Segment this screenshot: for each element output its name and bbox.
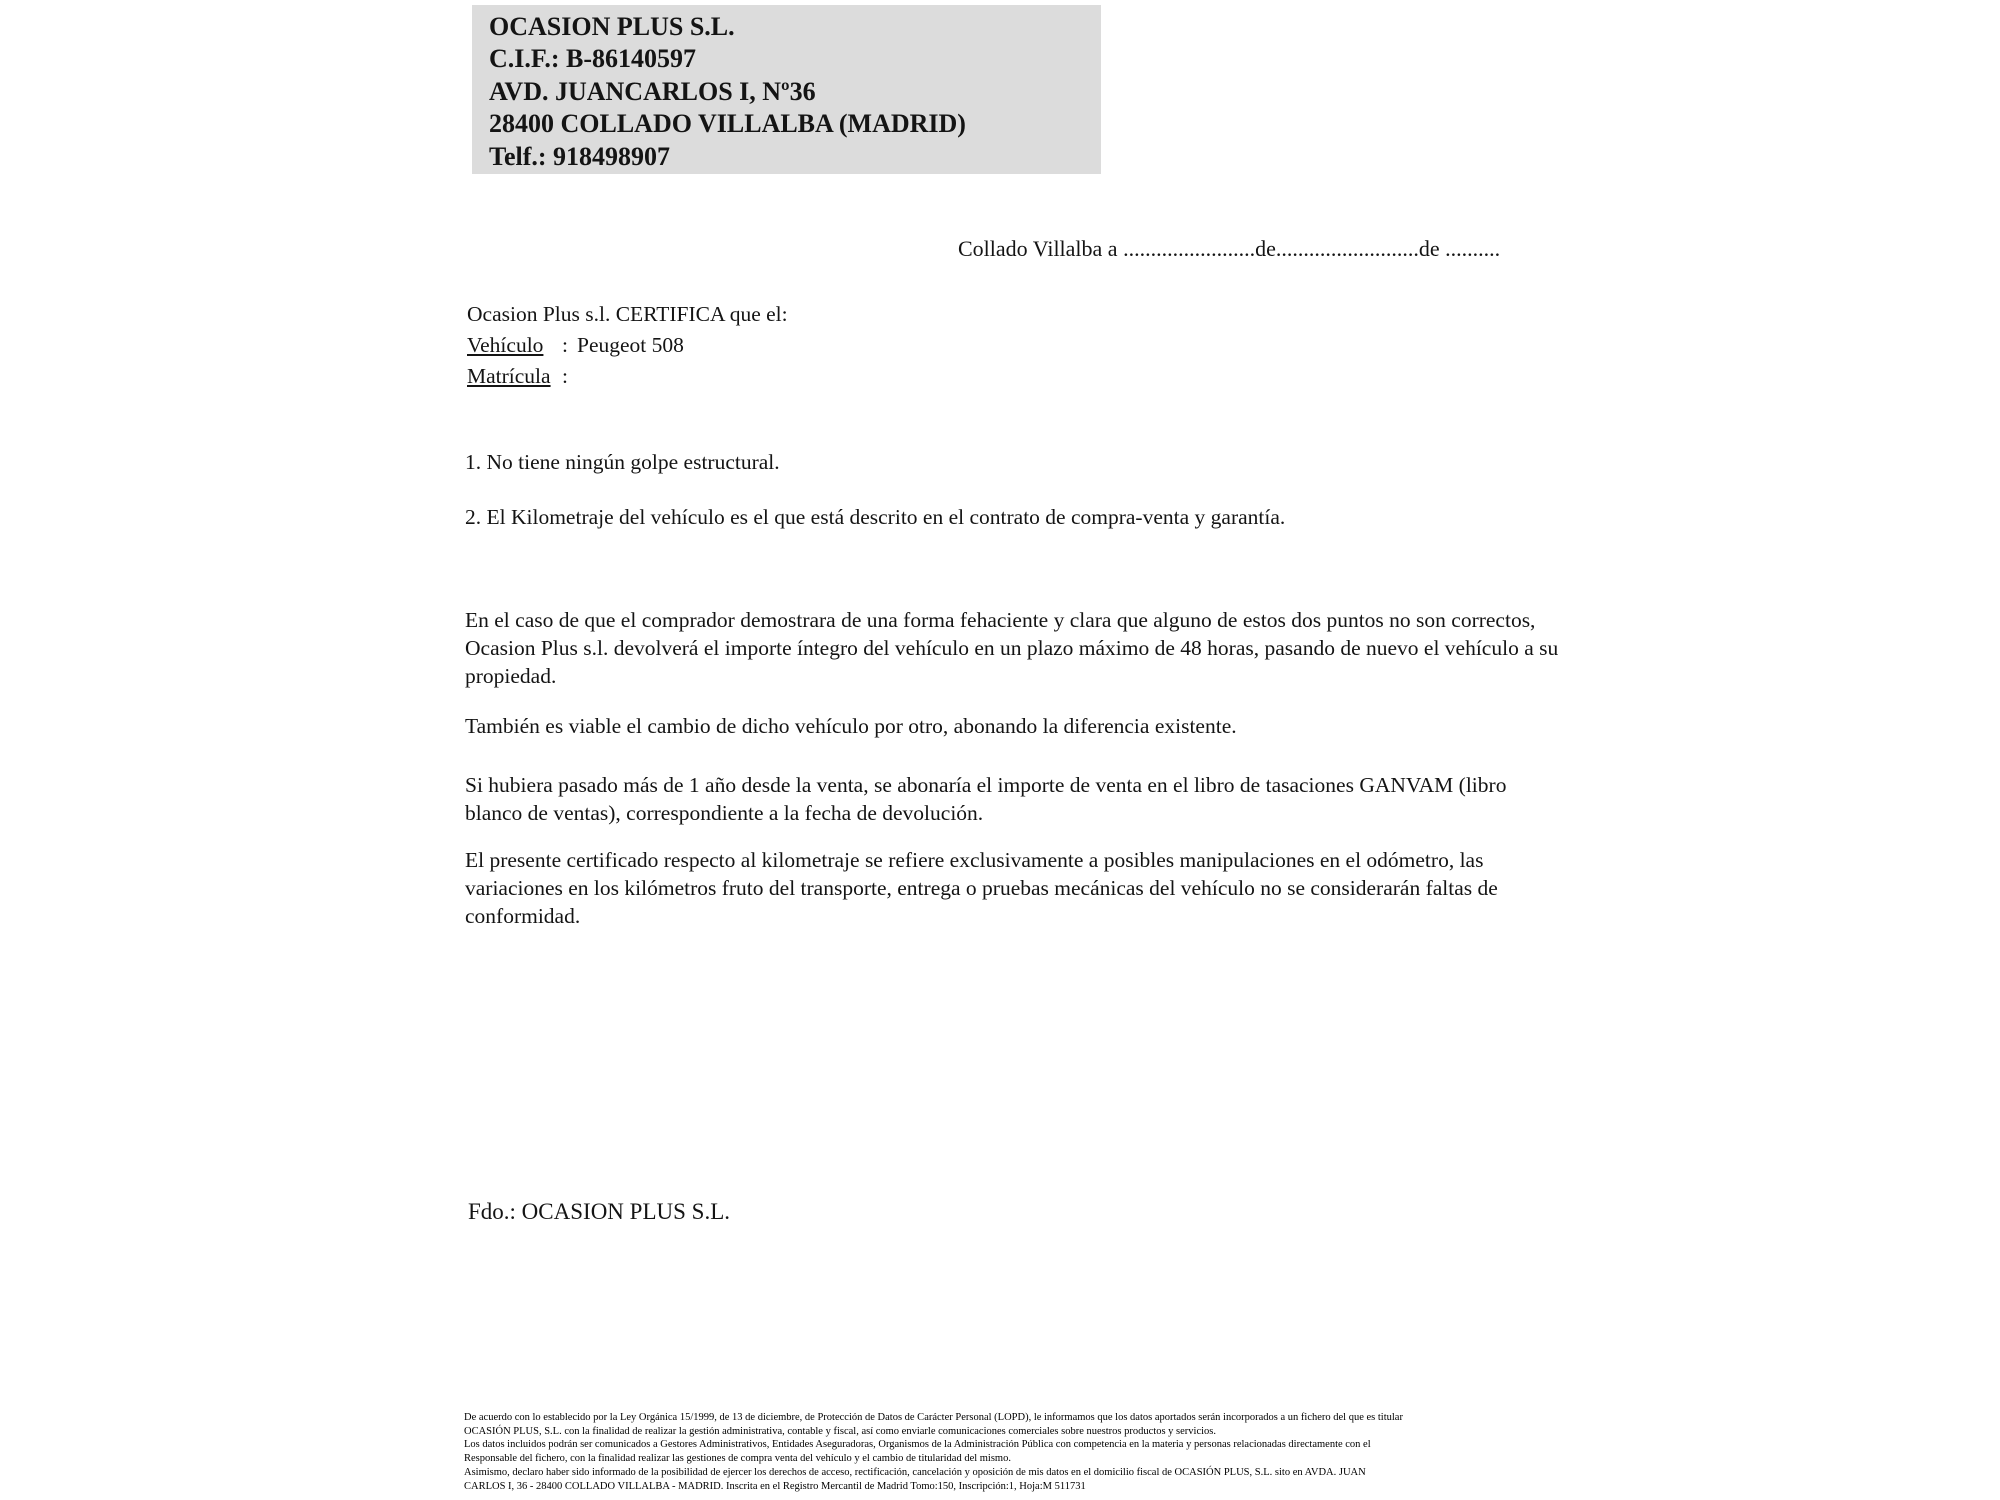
plate-field-row bbox=[467, 361, 788, 392]
certify-intro: Ocasion Plus s.l. CERTIFICA que el: bbox=[467, 302, 788, 326]
odometer-paragraph: El presente certificado respecto al kilometraje se refiere exclusivamente a posibles manipulaciones en el odómetro, las variaciones en los kilómetros fruto del transporte, entrega o pruebas mecánicas del vehículo no se considerarán faltas de conformidad. bbox=[465, 848, 1498, 928]
legal-line-6: CARLOS I, 36 - 28400 COLLADO VILLALBA - MADRID. Inscrita en el Registro Mercantil de Madrid Tomo:150, Inscripción:1, Hoja:M 511731 bbox=[464, 1480, 1086, 1492]
condition-item-2: 2. El Kilometraje del vehículo es el que está descrito en el contrato de compra-venta y garantía. bbox=[465, 505, 1286, 529]
vehicle-field-row bbox=[467, 330, 788, 361]
condition-item-1: 1. No tiene ningún golpe estructural. bbox=[465, 450, 780, 474]
legal-line-3: Los datos incluidos podrán ser comunicados a Gestores Administrativos, Entidades Aseguradoras, Organismos de la Administración Pública con competencia en la materia y personas relacionadas directamente con el bbox=[464, 1439, 1371, 1451]
company-phone: Telf.: 918498907 bbox=[489, 141, 671, 171]
vehicle-label: Vehículo bbox=[467, 333, 544, 357]
legal-line-2: OCASIÓN PLUS, S.L. con la finalidad de realizar la gestión administrativa, contable y fiscal, así como enviarle comunicaciones comerciales sobre nuestros productos y servicios. bbox=[464, 1425, 1216, 1437]
plate-label: Matrícula bbox=[467, 364, 551, 388]
vehicle-label-wrap bbox=[467, 330, 562, 361]
date-line: Collado Villalba a ........................de..........................de .......... bbox=[958, 236, 1501, 261]
plate-separator: : bbox=[562, 364, 568, 388]
vehicle-separator: : bbox=[562, 333, 568, 357]
company-header-block bbox=[472, 5, 1101, 174]
plate-label-wrap bbox=[467, 361, 562, 392]
legal-line-1: De acuerdo con lo establecido por la Ley Orgánica 15/1999, de 13 de diciembre, de Protección de Datos de Carácter Personal (LOPD), le informamos que los datos aportados serán incorporados a un fichero del que es titular bbox=[464, 1412, 1403, 1423]
legal-line-5: Asimismo, declaro haber sido informado de la posibilidad de ejercer los derechos de acceso, rectificación, cancelación y oposición de mis datos en el domicilio fiscal de OCASIÓN PLUS, S.L. sito en AVDA. JUAN bbox=[464, 1466, 1366, 1478]
refund-paragraph: En el caso de que el comprador demostrara de una forma fehaciente y clara que alguno de estos dos puntos no son correctos, Ocasion Plus s.l. devolverá el importe íntegro del vehículo en un plazo máximo de 48 horas, pasando de nuevo el vehículo a su propiedad. bbox=[465, 608, 1559, 688]
conditions-list bbox=[465, 448, 1560, 558]
company-cif: C.I.F.: B-86140597 bbox=[489, 44, 697, 74]
signature-line: Fdo.: OCASION PLUS S.L. bbox=[468, 1199, 730, 1224]
exchange-paragraph: También es viable el cambio de dicho vehículo por otro, abonando la diferencia existente. bbox=[465, 714, 1237, 738]
company-city: 28400 COLLADO VILLALBA (MADRID) bbox=[489, 109, 966, 139]
company-address: AVD. JUANCARLOS I, Nº36 bbox=[489, 76, 816, 106]
legal-line-4: Responsable del fichero, con la finalidad realizar las gestiones de compra venta del vehículo y el cambio de titularidad del mismo. bbox=[464, 1453, 1011, 1465]
company-name: OCASION PLUS S.L. bbox=[489, 12, 735, 41]
certify-section bbox=[467, 299, 788, 392]
ganvam-paragraph: Si hubiera pasado más de 1 año desde la venta, se abonaría el importe de venta en el libro de tasaciones GANVAM (libro blanco de ventas), correspondiente a la fecha de devolución. bbox=[465, 773, 1507, 825]
legal-footer bbox=[464, 1411, 1403, 1493]
vehicle-value: Peugeot 508 bbox=[576, 333, 684, 357]
